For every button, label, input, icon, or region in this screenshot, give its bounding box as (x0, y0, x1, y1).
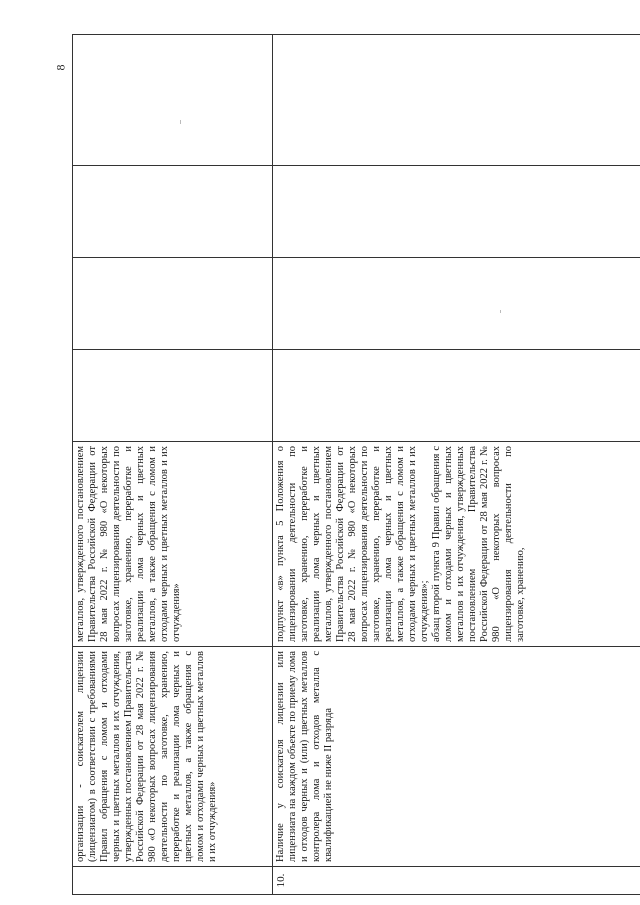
requirement-cell (273, 647, 640, 867)
regulation-table-rotated (72, 35, 640, 895)
row-number: 10. (273, 867, 640, 895)
requirement-cell (73, 647, 273, 867)
legal-basis-text: металлов, утвержденного постановлением Правительства Российской Федерации от 28 мая 2022 г. № 980 «О некоторых вопросах лицензирования деятельности по заготовке, хранению, переработке и реализации лома черных и цветных металлов, а также обращения с ломом и отходами черных и цветных металлов и их отчуждения» (75, 446, 182, 642)
empty-cell (73, 166, 273, 258)
table-row (273, 35, 640, 895)
legal-basis-cell (73, 442, 273, 647)
legal-basis-text: подпункт «в» пункта 5 Положения о лицензировании деятельности по заготовке, хранению, переработке и реализации лома черных и цветных металлов, утвержденного постановлением Правительства Российской Федерации от 28 мая 2022 г. № 980 «О некоторых вопросах лицензирования деятельности по заготовке, хранению, переработке и реализации лома черных и цветных металлов, а также обращения с ломом и отходами черных и цветных металлов и их отчуждения»; абзац второй пункта 9 Правил обращения с ломом и отходами черных и цветных металлов и их отчуждения, утвержденных постановлением Правительства Российской Федерации от 28 мая 2022 г. № 980 «О некоторых вопросах лицензирования деятельности по заготовке, хранению, (275, 446, 526, 642)
empty-cell (273, 258, 640, 350)
empty-cell (273, 166, 640, 258)
page-number: 8 (53, 64, 68, 71)
requirement-text: организации - соискателем лицензии (лицензиатом) в соответствии с требованиями Правил обращения с ломом и отходами черных и цветных металлов и их отчуждения, утвержденных постановлением Правительства Российской Федерации от 28 мая 2022 г. № 980 «О некоторых вопросах лицензирования деятельности по заготовке, хранению, переработке и реализации лома черных и цветных металлов, а также обращения с ломом и отходами черных и цветных металлов и их отчуждения» (75, 651, 218, 862)
row-number (73, 867, 273, 895)
regulation-table (72, 34, 640, 895)
empty-cell (273, 350, 640, 442)
empty-cell (73, 258, 273, 350)
empty-cell (73, 35, 273, 166)
legal-basis-cell (273, 442, 640, 647)
empty-cell (73, 350, 273, 442)
empty-cell (273, 35, 640, 166)
requirement-text: Наличие у соискателя лицензии или лицензиата на каждом объекте по приему лома и отходов черных и (или) цветных металлов контролера лома и отходов металла с квалификацией не ниже II разряда (275, 651, 334, 862)
table-row (73, 35, 273, 895)
